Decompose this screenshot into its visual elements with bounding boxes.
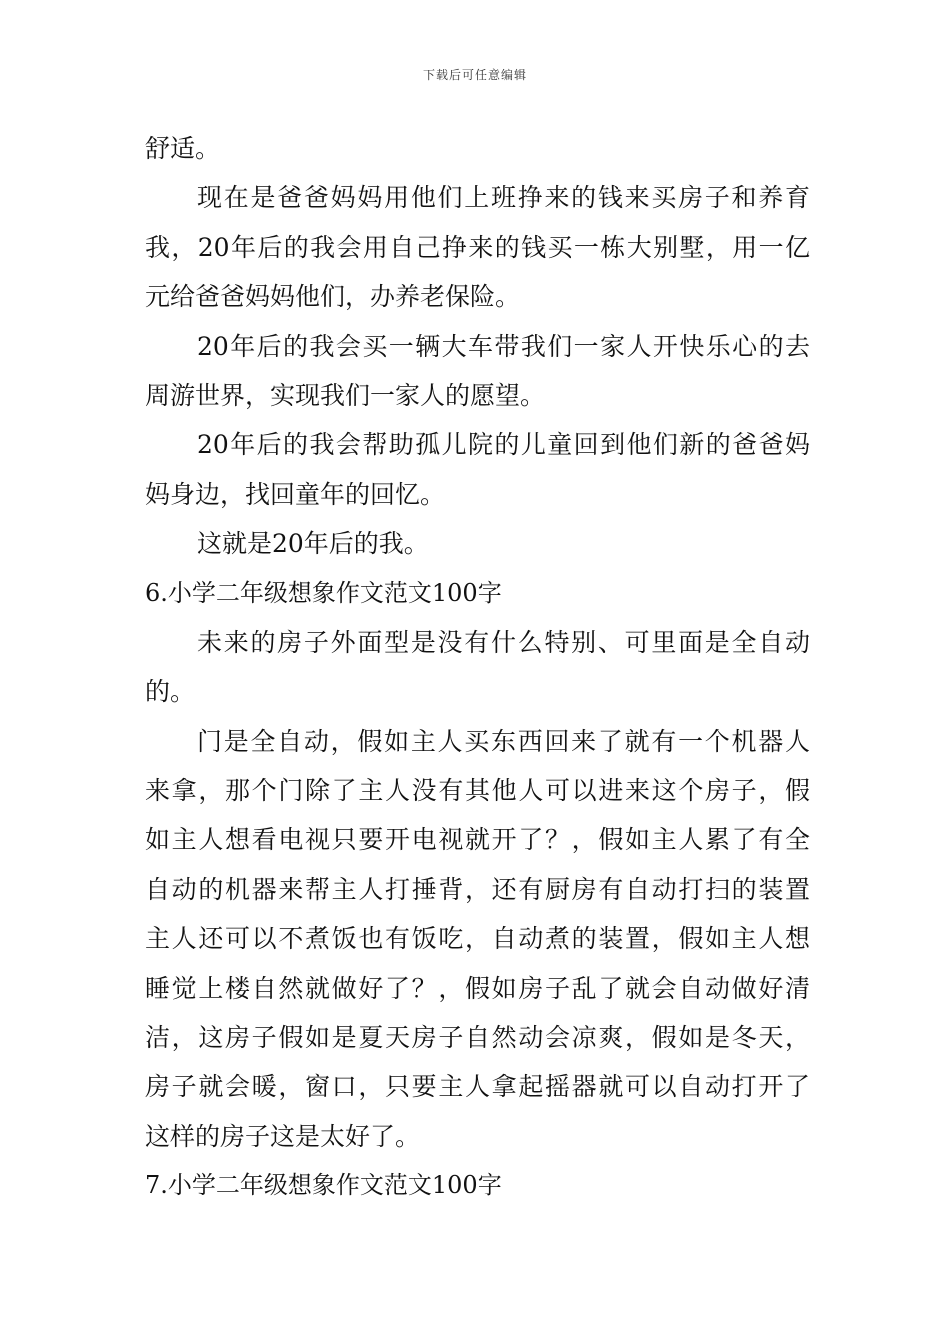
document-body [145,124,810,1211]
text-line: 如主人想看电视只要开电视就开了？，假如主人累了有全 [145,825,810,855]
paragraph-start-line: 这就是20年后的我。 [197,529,429,559]
paragraph-start-line: 20年后的我会买一辆大车带我们一家人开快乐心的去 [197,331,810,361]
text-line: 妈身边，找回童年的回忆。 [145,479,446,509]
page-header: 下载后可任意编辑 [422,68,527,82]
text-line: 洁，这房子假如是夏天房子自然动会凉爽，假如是冬天， [145,1023,810,1053]
text-line: 元给爸爸妈妈他们，办养老保险。 [145,282,521,312]
text-line: 的。 [145,677,196,707]
text-line: 周游世界，实现我们一家人的愿望。 [145,380,546,410]
text-line: 房子就会暖，窗口，只要主人拿起摇器就可以自动打开了 [145,1072,810,1102]
text-line: 自动的机器来帮主人打捶背，还有厨房有自动打扫的装置 [145,874,810,904]
paragraph-start-line: 现在是爸爸妈妈用他们上班挣来的钱来买房子和养育 [197,183,810,213]
text-line: 这样的房子这是太好了。 [145,1121,421,1151]
paragraph-start-line: 未来的房子外面型是没有什么特别、可里面是全自动 [197,627,810,657]
text-line: 来拿，那个门除了主人没有其他人可以进来这个房子，假 [145,776,810,806]
paragraph-start-line: 门是全自动，假如主人买东西回来了就有一个机器人 [197,726,810,756]
text-line: 主人还可以不煮饭也有饭吃，自动煮的装置，假如主人想 [145,924,810,954]
text-line: 我，20年后的我会用自己挣来的钱买一栋大别墅，用一亿 [145,232,810,262]
paragraph-start-line: 20年后的我会帮助孤儿院的儿童回到他们新的爸爸妈 [197,430,810,460]
text-line: 睡觉上楼自然就做好了？，假如房子乱了就会自动做好清 [145,973,810,1003]
section-heading: 6.小学二年级想象作文范文100字 [145,578,502,607]
text-line: 舒适。 [145,134,221,163]
section-heading: 7.小学二年级想象作文范文100字 [145,1171,502,1200]
